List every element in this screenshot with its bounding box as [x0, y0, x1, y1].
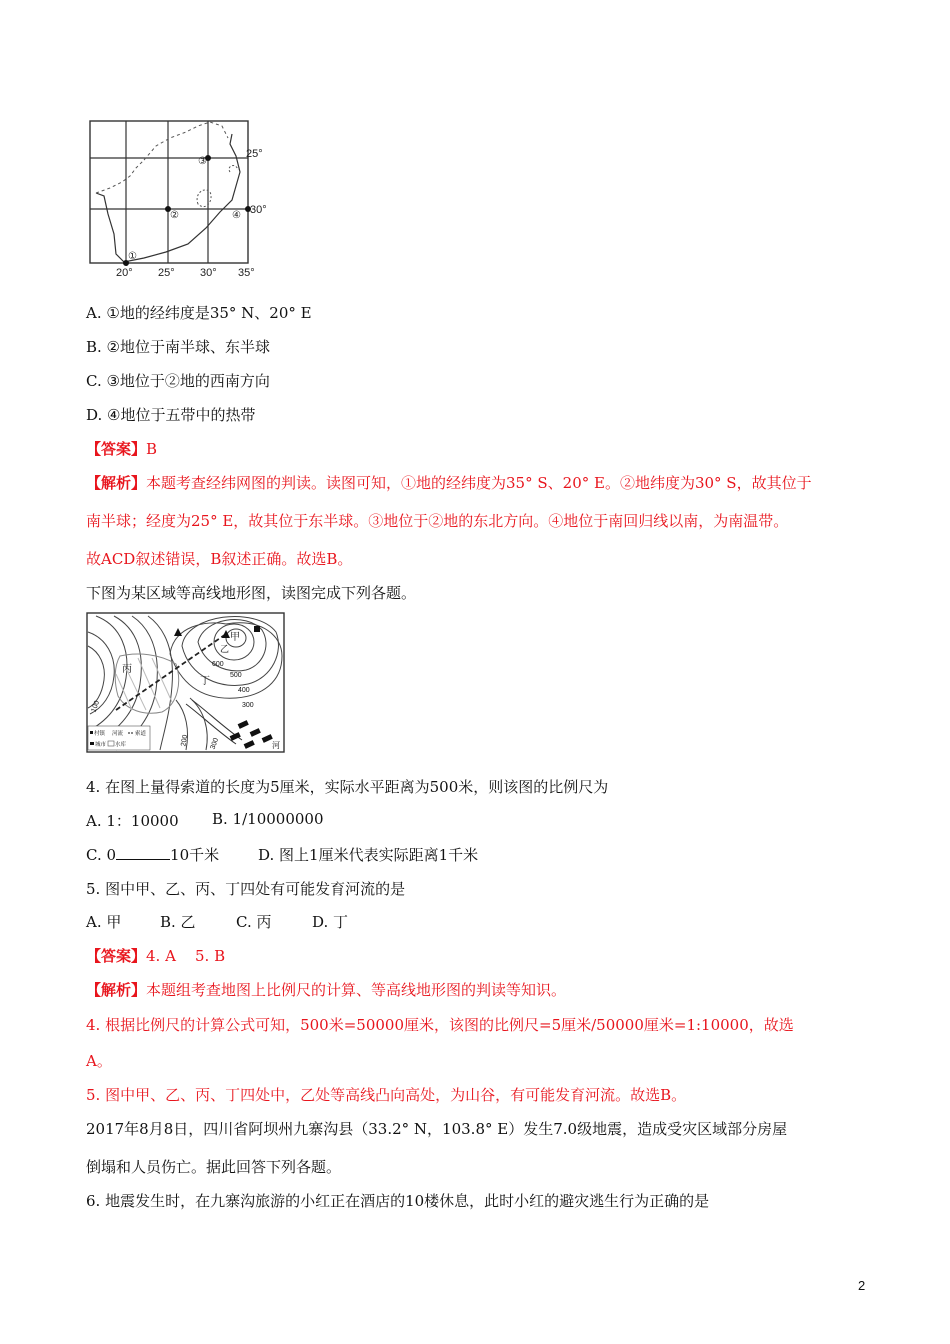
legend-cableway: 索道: [135, 731, 147, 737]
lon-20-label: 20°: [116, 267, 133, 279]
contour-intro: 下图为某区域等高线地形图，读图完成下列各题。: [86, 584, 417, 602]
q4-option-b: B. 1/10000000: [212, 810, 324, 828]
contour-300-lower-label: 300: [209, 737, 221, 751]
q3-analysis-line-3: 故ACD叙述错误，B叙述正确。故选B。: [86, 550, 353, 568]
point-3-label: ③: [198, 156, 207, 167]
analysis-text: 本题组考查地图上比例尺的计算、等高线地形图的判读等知识。: [146, 981, 567, 999]
contour-500-label: 500: [230, 672, 242, 679]
q3-option-b: B. ②地位于南半球、东半球: [86, 338, 271, 356]
q3-analysis-line-2: 南半球；经度为25° E，故其位于东半球。③地位于②地的东北方向。④地位于南回归线以南，为南温带。: [86, 512, 789, 530]
q45-analysis: [86, 979, 566, 1000]
legend-reservoir: 水库: [115, 742, 127, 748]
q5-option-a: A. 甲: [86, 913, 122, 931]
q4-analysis-line-2: A。: [86, 1052, 112, 1070]
contour-300-label: 300: [242, 702, 254, 709]
q3-analysis-line-1: [86, 472, 812, 493]
q4-option-c-pre: C. 0: [86, 846, 117, 864]
contour-100-label: 100: [90, 699, 102, 714]
lat-25-label: 25°: [246, 148, 263, 160]
answer-tag: 【答案】: [86, 947, 147, 965]
scale-bar-blank: [116, 847, 170, 860]
analysis-tag: 【解析】: [86, 474, 147, 492]
contour-200-label: 200: [180, 734, 190, 747]
q3-option-a: A. ①地的经纬度是35° N、20° E: [86, 304, 312, 322]
q5-analysis: 5. 图中甲、乙、丙、丁四处中，乙处等高线凸向高处，为山谷，有可能发育河流。故选B。: [86, 1086, 687, 1104]
peak-jia-label: 甲: [230, 632, 240, 643]
q4-option-c-post: 10千米: [170, 846, 220, 864]
legend-river: 河流: [112, 731, 124, 737]
contour-map: [86, 612, 286, 754]
q3-option-c: C. ③地位于②地的西南方向: [86, 372, 270, 390]
q5-option-d: D. 丁: [312, 913, 349, 931]
q4-options-cd: [86, 844, 479, 865]
answer-value: 4. A 5. B: [146, 947, 226, 965]
answer-tag: 【答案】: [86, 440, 147, 458]
lon-30-label: 30°: [200, 267, 217, 279]
q4-options-ab: [86, 810, 324, 831]
analysis-tag: 【解析】: [86, 981, 147, 999]
q5-options: [86, 911, 349, 932]
contour-600-label: 600: [212, 661, 224, 668]
q3-answer: [86, 438, 157, 459]
q5-option-c: C. 丙: [236, 913, 272, 931]
q5-option-b: B. 乙: [160, 913, 196, 931]
page-number: 2: [858, 1278, 866, 1293]
point-2-label: ②: [170, 210, 179, 221]
bing-label: 丙: [122, 664, 132, 675]
lon-35-label: 35°: [238, 267, 255, 279]
lat-long-grid-map: [86, 116, 276, 282]
q4-stem: 4. 在图上量得索道的长度为5厘米，实际水平距离为500米，则该图的比例尺为: [86, 778, 609, 796]
point-4-label: ④: [232, 210, 241, 221]
lat-30-label: 30°: [250, 204, 267, 216]
earthquake-intro-line-1: 2017年8月8日，四川省阿坝州九寨沟县（33.2° N，103.8° E）发生7.0级地震，造成受灾区域部分房屋: [86, 1120, 788, 1138]
lon-25-label: 25°: [158, 267, 175, 279]
point-1-label: ①: [128, 251, 137, 262]
yi-label: 乙: [220, 644, 230, 654]
analysis-text: 本题考查经纬网图的判读。读图可知，①地的经纬度为35° S、20° E。②地纬度为30° S，故其位于: [146, 474, 812, 492]
q6-stem: 6. 地震发生时，在九寨沟旅游的小红正在酒店的10楼休息，此时小红的避灾逃生行为正确的是: [86, 1192, 710, 1210]
q3-option-d: D. ④地位于五带中的热带: [86, 406, 256, 424]
legend-city: 城市: [95, 742, 107, 748]
q5-stem: 5. 图中甲、乙、丙、丁四处有可能发育河流的是: [86, 880, 406, 898]
q4-option-a: A. 1：10000: [86, 812, 179, 830]
river-label: 河: [272, 741, 280, 750]
contour-400-label: 400: [238, 687, 250, 694]
q4-option-d: D. 图上1厘米代表实际距离1千米: [258, 846, 479, 864]
legend-village: 村镇: [94, 731, 106, 737]
q45-answer: [86, 945, 225, 966]
answer-value: B: [146, 440, 158, 458]
q4-analysis-line-1: 4. 根据比例尺的计算公式可知，500米=50000厘米，该图的比例尺=5厘米/50000厘米=1:10000，故选: [86, 1016, 794, 1034]
earthquake-intro-line-2: 倒塌和人员伤亡。据此回答下列各题。: [86, 1158, 342, 1176]
ding-label: 丁: [200, 676, 210, 687]
